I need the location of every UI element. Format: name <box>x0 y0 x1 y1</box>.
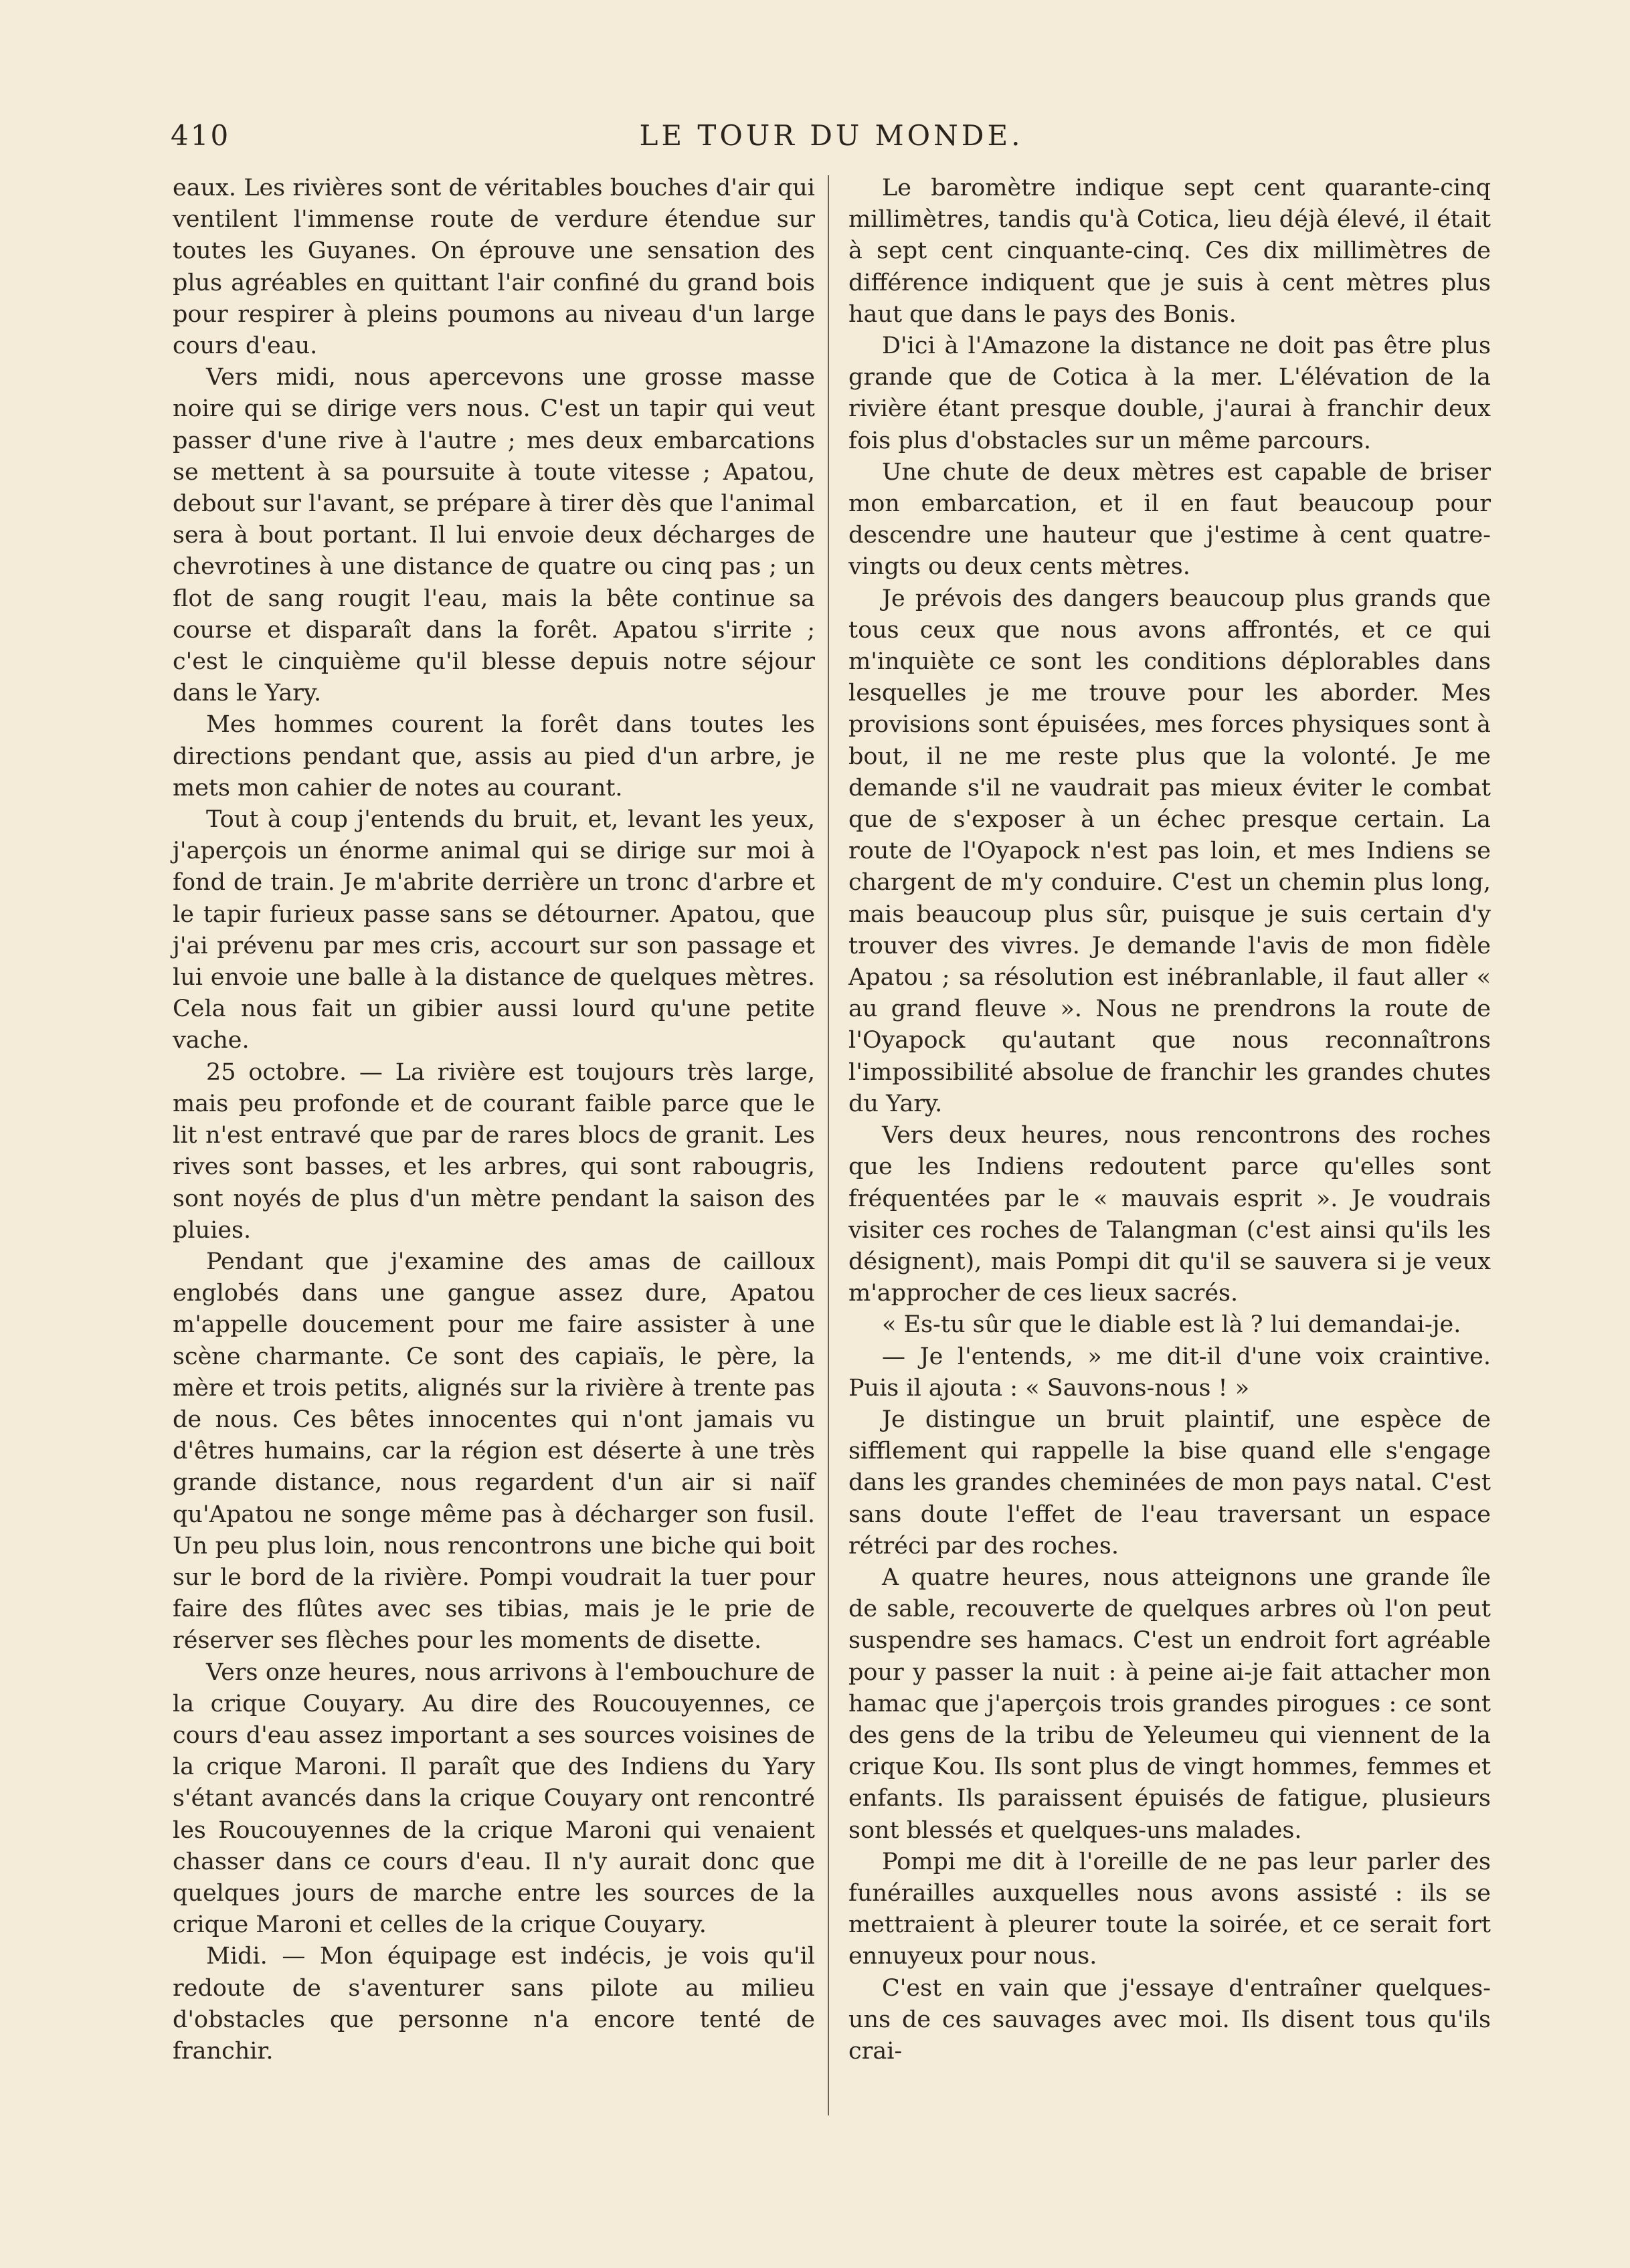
paragraph: Pompi me dit à l'oreille de ne pas leur parler des funérailles auxquelles nous avons assisté : ils se mettraient à pleurer toute la soirée, et ce serait fort ennuyeux pour nous. <box>848 1848 1491 1970</box>
paragraph: C'est en vain que j'essaye d'entraîner quelques-uns de ces sauvages avec moi. Ils disent tous qu'ils crai- <box>848 1974 1491 2065</box>
paragraph: Je prévois des dangers beaucoup plus grands que tous ceux que nous avons affrontés, et ce qui m'inquiète ce sont les conditions déplorables dans lesquelles je me trouve pour les aborder. Mes provisions sont épuisées, mes forces physiques sont à bout, il ne me reste plus que la volonté. Je me demande s'il ne vaudrait pas mieux éviter le combat que de s'exposer à un échec presque certain. La route de l'Oyapock n'est pas loin, et mes Indiens se chargent de m'y conduire. C'est un chemin plus long, mais beaucoup plus sûr, puisque je suis certain d'y trouver des vivres. Je demande l'avis de mon fidèle Apatou ; sa résolution est inébranlable, il faut aller « au grand fleuve ». Nous ne prendrons la route de l'Oyapock qu'autant que nous reconnaîtrons l'impossibilité absolue de franchir les grandes chutes du Yary. <box>848 585 1491 1117</box>
paragraph: — Je l'entends, » me dit-il d'une voix craintive. Puis il ajouta : « Sauvons-nous ! » <box>848 1343 1491 1402</box>
paragraph: Le baromètre indique sept cent quarante-cinq millimètres, tandis qu'à Cotica, lieu déjà élevé, il était à sept cent cinquante-cinq. Ces dix millimètres de différence indiquent que je suis à cent mètres plus haut que dans le pays des Bonis. <box>848 175 1491 328</box>
paragraph: Midi. — Mon équipage est indécis, je vois qu'il redoute de s'aventurer sans pilote au milieu d'obstacles que personne n'a encore tenté de franchir. <box>173 1943 815 2065</box>
paragraph: Vers deux heures, nous rencontrons des roches que les Indiens redoutent parce qu'elles sont fréquentées par le « mauvais esprit ». Je voudrais visiter ces roches de Talangman (c'est ainsi qu'ils les désignent), mais Pompi dit qu'il se sauvera si je veux m'approcher de ces lieux sacrés. <box>848 1122 1491 1307</box>
paragraph: Mes hommes courent la forêt dans toutes les directions pendant que, assis au pied d'un arbre, je mets mon cahier de notes au courant. <box>173 711 815 801</box>
paragraph: Une chute de deux mètres est capable de briser mon embarcation, et il en faut beaucoup pour descendre une hauteur que j'estime à cent quatre-vingts ou deux cents mètres. <box>848 458 1491 581</box>
paragraph: Je distingue un bruit plaintif, une espèce de sifflement qui rappelle la bise quand elle s'engage dans les grandes cheminées de mon pays natal. C'est sans doute l'effet de l'eau traversant un espace rétréci par des roches. <box>848 1406 1491 1560</box>
paragraph: A quatre heures, nous atteignons une grande île de sable, recouverte de quelques arbres où l'on peut suspendre ses hamacs. C'est un endroit fort agréable pour y passer la nuit : à peine ai-je fait attacher mon hamac que j'aperçois trois grandes pirogues : ce sont des gens de la tribu de Yeleumeu qui viennent de la crique Kou. Ils sont plus de vingt hommes, femmes et enfants. Ils paraissent épuisés de fatigue, plusieurs sont blessés et quelques-uns malades. <box>848 1564 1491 1844</box>
left-column <box>173 173 815 2067</box>
paragraph: D'ici à l'Amazone la distance ne doit pas être plus grande que de Cotica à la mer. L'élévation de la rivière étant presque double, j'aurai à franchir deux fois plus d'obstacles sur un même parcours. <box>848 333 1491 454</box>
right-column <box>848 173 1491 2067</box>
paragraph: Vers onze heures, nous arrivons à l'embouchure de la crique Couyary. Au dire des Roucouyennes, ce cours d'eau assez important a ses sources voisines de la crique Maroni. Il paraît que des Indiens du Yary s'étant avancés dans la crique Couyary ont rencontré les Roucouyennes de la crique Maroni qui venaient chasser dans ce cours d'eau. Il n'y aurait donc que quelques jours de marche entre les sources de la crique Maroni et celles de la crique Couyary. <box>173 1659 815 1939</box>
page-header <box>171 119 1492 159</box>
paragraph: 25 octobre. — La rivière est toujours très large, mais peu profonde et de courant faible parce que le lit n'est entravé que par de rares blocs de granit. Les rives sont basses, et les arbres, qui sont rabougris, sont noyés de plus d'un mètre pendant la saison des pluies. <box>173 1058 815 1244</box>
column-divider <box>828 175 829 2115</box>
running-title: LE TOUR DU MONDE. <box>639 119 1024 152</box>
paragraph: Tout à coup j'entends du bruit, et, levant les yeux, j'aperçois un énorme animal qui se dirige sur moi à fond de train. Je m'abrite derrière un tronc d'arbre et le tapir furieux passe sans se détourner. Apatou, que j'ai prévenu par mes cris, accourt sur son passage et lui envoie une balle à la distance de quelques mètres. Cela nous fait un gibier aussi lourd qu'une petite vache. <box>173 806 815 1054</box>
paragraph: Vers midi, nous apercevons une grosse masse noire qui se dirige vers nous. C'est un tapir qui veut passer d'une rive à l'autre ; mes deux embarcations se mettent à sa poursuite à toute vitesse ; Apatou, debout sur l'avant, se prépare à tirer dès que l'animal sera à bout portant. Il lui envoie deux décharges de chevrotines à une distance de quatre ou cinq pas ; un flot de sang rougit l'eau, mais la bête continue sa course et disparaît dans la forêt. Apatou s'irrite ; c'est le cinquième qu'il blesse depuis notre séjour dans le Yary. <box>173 364 815 707</box>
page-number: 410 <box>171 119 231 152</box>
paragraph: « Es-tu sûr que le diable est là ? lui demandai-je. <box>882 1311 1461 1339</box>
paragraph: Pendant que j'examine des amas de cailloux englobés dans une gangue assez dure, Apatou m'appelle doucement pour me faire assister à une scène charmante. Ce sont des capiaïs, le père, la mère et trois petits, alignés sur la rivière à trente pas de nous. Ces bêtes innocentes qui n'ont jamais vu d'êtres humains, car la région est déserte à une très grande distance, nous regardent d'un air si naïf qu'Apatou ne songe même pas à décharger son fusil. Un peu plus loin, nous rencontrons une biche qui boit sur le bord de la rivière. Pompi voudrait la tuer pour faire des flûtes avec ses tibias, mais je le prie de réserver ses flèches pour les moments de disette. <box>173 1248 815 1655</box>
paragraph: eaux. Les rivières sont de véritables bouches d'air qui ventilent l'immense route de verdure étendue sur toutes les Guyanes. On éprouve une sensation des plus agréables en quittant l'air confiné du grand bois pour respirer à pleins poumons au niveau d'un large cours d'eau. <box>173 175 815 360</box>
